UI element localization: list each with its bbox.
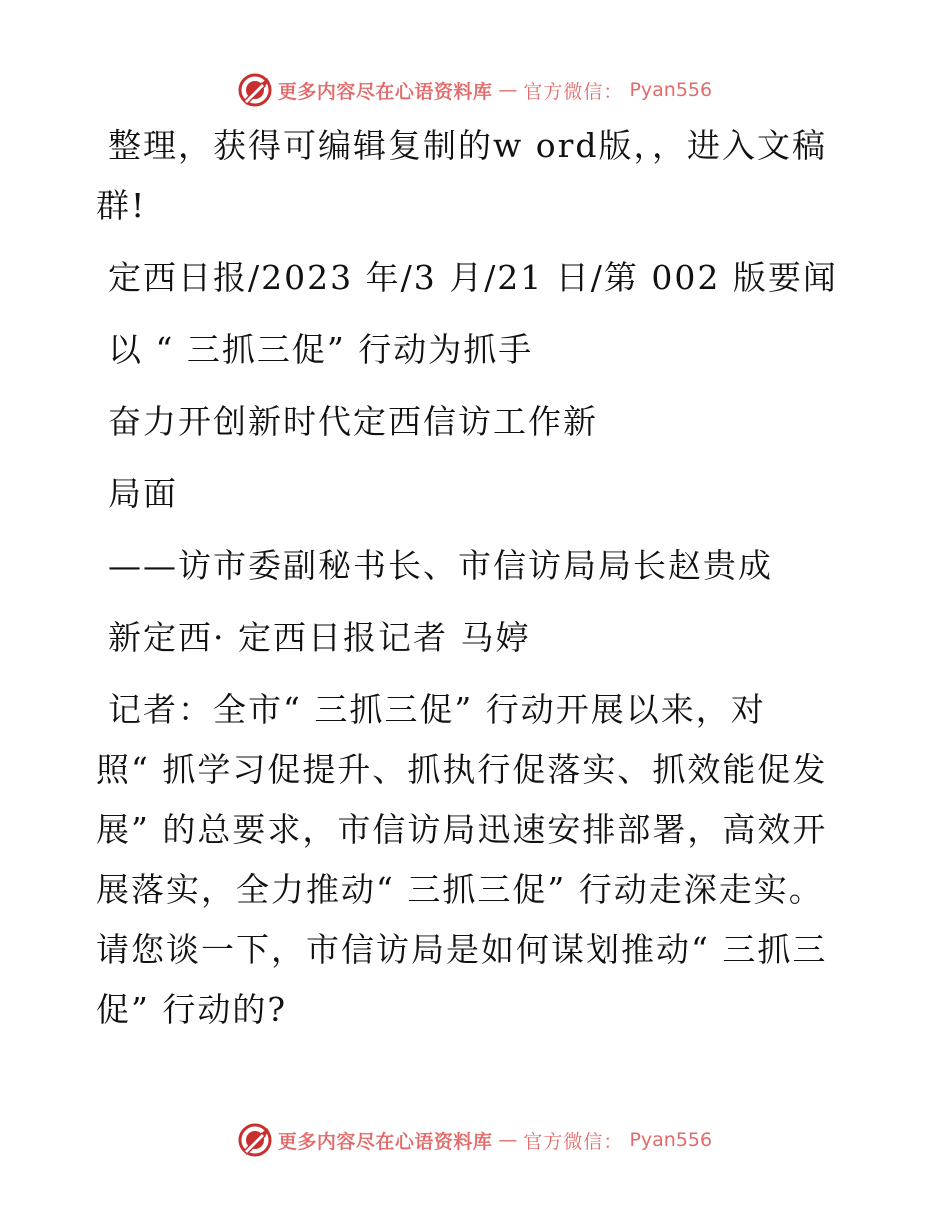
banner-site-text: 更多内容尽在心语资料库 [277,80,493,103]
question-line: 记者：全市“ 三抓三促” 行动开展以来，对 [108,690,766,729]
intro-line: 整理，获得可编辑复制的w ord版，，进入文稿 [108,126,828,165]
spacer [96,524,836,536]
banner-wechat-id: Pyan556 [629,79,713,101]
document-body [96,116,836,1040]
spacer [96,596,836,608]
spacer [96,452,836,464]
question-line: 展落实，全力推动“ 三抓三促” 行动走深走实。 [96,870,824,909]
title-line: 局面 [108,474,178,513]
question-line: 照“ 抓学习促提升、抓执行促落实、抓效能促发 [96,750,828,789]
question-line: 展” 的总要求，市信访局迅速安排部署，高效开 [96,810,828,849]
banner-separator: — [498,79,518,101]
question-paragraph [96,680,836,1040]
spacer [96,380,836,392]
spacer [96,308,836,320]
banner-wechat-label: 官方微信： [523,80,624,103]
banner-site-text: 更多内容尽在心语资料库 [277,1130,493,1153]
banner-wechat-label: 官方微信： [523,1130,624,1153]
intro-line: 群! [96,186,147,225]
dateline: 定西日报/2023 年/3 月/21 日/第 002 版要闻 [108,258,838,297]
pen-logo-icon [238,73,272,107]
footer-banner [0,1118,950,1162]
pen-logo-icon [238,1123,272,1157]
byline: 新定西· 定西日报记者 马婷 [108,618,531,657]
question-line: 请您谈一下，市信访局是如何谋划推动“ 三抓三 [96,930,828,969]
subtitle: ——访市委副秘书长、市信访局局长赵贵成 [108,546,773,585]
header-banner [0,68,950,112]
title-line: 以 “ 三抓三促” 行动为抓手 [108,330,534,369]
banner-separator: — [498,1129,518,1151]
banner-wechat-id: Pyan556 [629,1129,713,1151]
question-line: 促” 行动的? [96,990,288,1029]
title-line: 奋力开创新时代定西信访工作新 [108,402,598,441]
spacer [96,236,836,248]
spacer [96,668,836,680]
